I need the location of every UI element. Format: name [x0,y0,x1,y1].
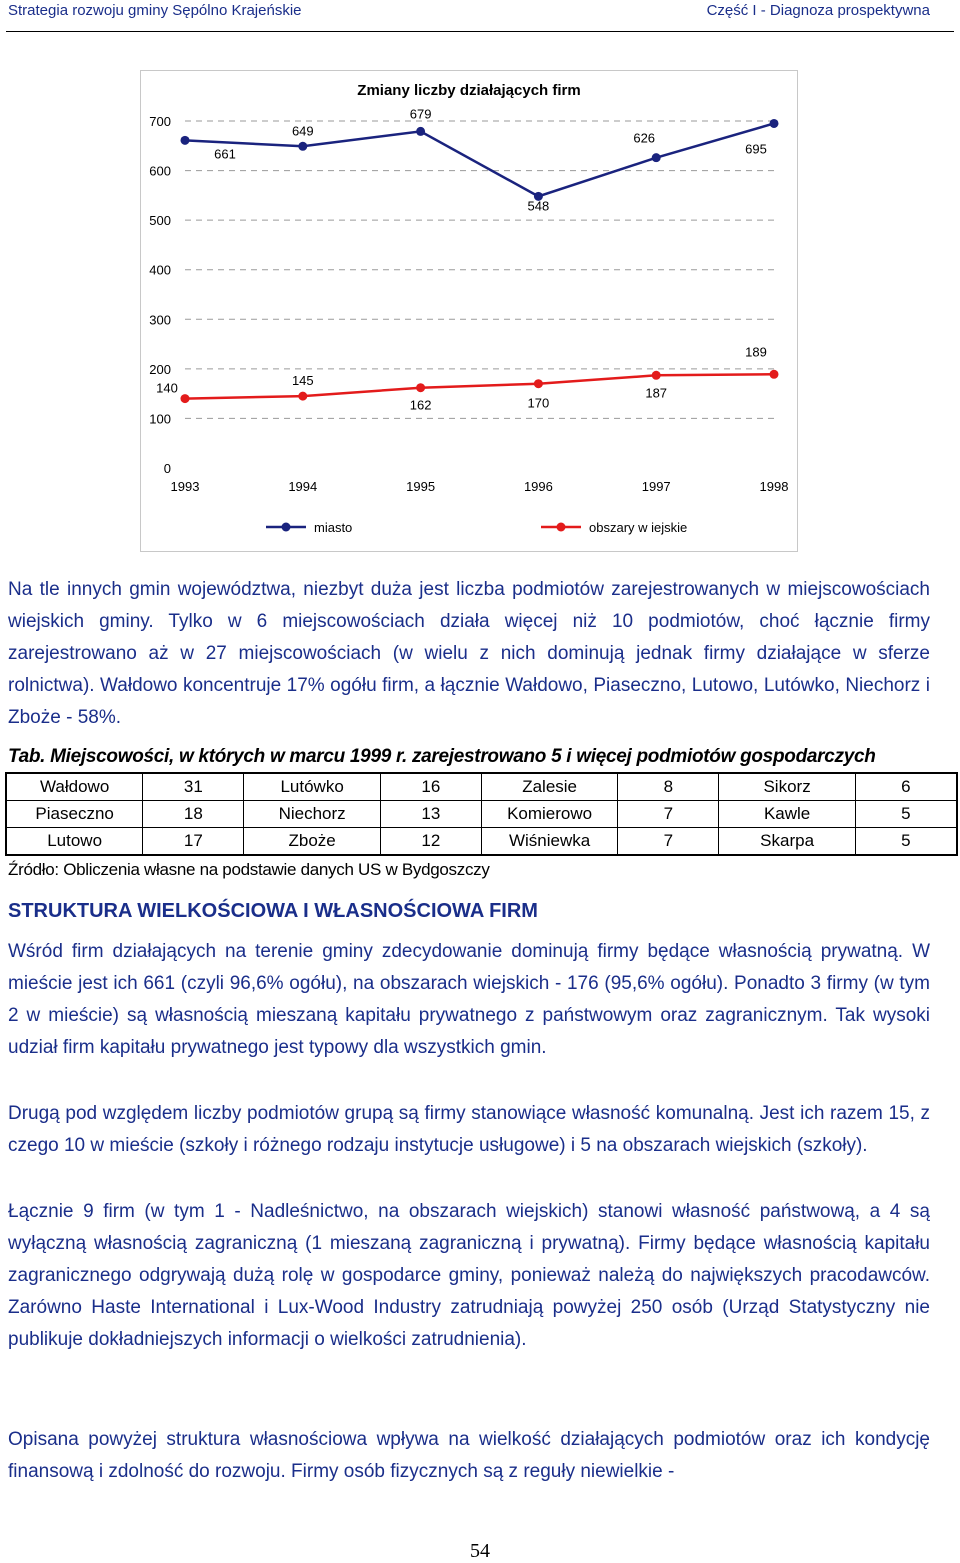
data-point [298,142,307,151]
paragraph-communal-ownership: Drugą pod względem liczby podmiotów grupą są firmy stanowiące własność komunalną. Jest ich razem 15, z czego 10 w mieście (szkoły i różnego rodzaju instytucje usługowe) i 5 na obszarach wiejskich (szkoły). [8,1103,930,1156]
table-cell-count: 5 [855,828,957,856]
page-number: 54 [470,1540,490,1562]
data-point [416,127,425,136]
data-point [298,392,307,401]
table-row [6,773,957,801]
data-label: 626 [633,130,656,146]
x-tick-label: 1993 [170,479,200,494]
data-point [652,153,661,162]
table-cell-place: Komierowo [481,801,617,828]
table-cell-count: 6 [855,773,957,801]
data-label: 162 [409,397,432,413]
chart-title: Zmiany liczby działających firm [357,82,581,99]
y-tick-label: 300 [149,312,171,328]
y-tick-label: 200 [149,361,171,377]
table-cell-count: 12 [380,828,481,856]
data-label: 548 [527,198,550,214]
table-cell-count: 31 [143,773,244,801]
table-row [6,801,957,828]
table-cell-place: Niechorz [244,801,380,828]
series-line-rural [185,374,774,401]
table-cell-place: Zalesie [481,773,617,801]
section-title: STRUKTURA WIELKOŚCIOWA I WŁASNOŚCIOWA FIRM [8,900,538,922]
table-cell-count: 7 [618,801,719,828]
x-tick-label: 1998 [759,479,789,494]
data-point [770,119,779,128]
y-tick-label: 0 [163,461,171,476]
x-tick-label: 1994 [288,479,318,494]
y-tick-label: 400 [149,262,171,278]
data-point [770,370,779,379]
paragraph-structure-effect: Opisana powyżej struktura własnościowa wpływa na wielkość działających podmiotów oraz ich kondycję finansową i zdolność do rozwoju. Firmy osób fizycznych są z reguły niewielkie - [8,1429,930,1482]
data-label: 189 [745,344,767,360]
legend-marker [557,523,566,532]
data-label: 679 [409,106,432,122]
table-cell-place: Skarpa [719,828,855,856]
y-tick-label: 500 [149,213,171,229]
table-cell-place: Kawle [719,801,855,828]
data-point [652,371,661,380]
data-label: 187 [645,385,668,401]
table-cell-place: Lutowo [6,828,143,856]
y-tick-label: 100 [149,411,171,427]
table-source: Źródło: Obliczenia własne na podstawie danych US w Bydgoszczy [8,860,490,879]
paragraph-private-ownership: Wśród firm działających na terenie gminy zdecydowanie dominują firmy będące własnością prywatną. W mieście jest ich 661 (czyli 96,6% ogółu), na obszarach wiejskich - 176 (95,6% ogółu). Ponadto 3 firmy (w tym 2 w mieście) są własnością mieszaną kapitału prywatnego z państwowym oraz zagranicznym. Tak wysoki udział firm kapitału prywatnego jest typowy dla wszystkich gmin. [8,941,930,1058]
table-cell-place: Wiśniewka [481,828,617,856]
data-label: 170 [527,395,550,411]
table-caption: Tab. Miejscowości, w których w marcu 1999 r. zarejestrowano 5 i więcej podmiotów gospodarczych [8,746,876,767]
table-cell-place: Sikorz [719,773,855,801]
header-document-title: Strategia rozwoju gminy Sępólno Krajeńskie [8,2,302,19]
table-cell-count: 13 [380,801,481,828]
table-cell-place: Piaseczno [6,801,143,828]
header-part-title: Część I - Diagnoza prospektywna [706,2,930,19]
y-tick-label: 600 [149,163,171,179]
table-cell-count: 16 [380,773,481,801]
table-cell-count: 5 [855,801,957,828]
x-tick-label: 1997 [641,479,671,494]
data-point [181,136,190,145]
table-cell-place: Zboże [244,828,380,856]
data-point [534,379,543,388]
table-cell-count: 8 [618,773,719,801]
table-cell-count: 17 [143,828,244,856]
paragraph-state-foreign-ownership: Łącznie 9 firm (w tym 1 - Nadleśnictwo, na obszarach wiejskich) stanowi własność państwową, a 4 są wyłączną własnością zagraniczną (1 mieszaną zagraniczną i prywatną). Firmy będące własnością kapitału zagranicznego odgrywają dużą rolę w gospodarce gminy, ponieważ należą do największych pracodawców. Zarówno Haste International i Lux-Wood Industry zatrudniają powyżej 250 osób (Urząd Statystyczny nie publikuje dokładniejszych informacji o wielkości zatrudnienia). [8,1201,930,1350]
data-label: 649 [291,123,314,139]
x-tick-label: 1996 [523,479,553,494]
data-point [181,394,190,403]
series-line-miasto [185,123,774,196]
header-rule [6,31,954,32]
data-label: 140 [156,380,178,396]
y-tick-label: 700 [149,114,171,129]
paragraph-rural-firms: Na tle innych gmin województwa, niezbyt duża jest liczba podmiotów zarejestrowanych w miejscowościach wiejskich gminy. Tylko w 6 miejscowościach działa więcej niż 10 podmiotów, choć łącznie firmy zarejestrowano aż w 27 miejscowościach (w wielu z nich dominują jednak firmy działające w sferze rolnictwa). Wałdowo koncentruje 17% ogółu firm, a łącznie Wałdowo, Piaseczno, Lutowo, Lutówko, Niechorz i Zboże - 58%. [8,579,930,728]
table-cell-place: Wałdowo [6,773,143,801]
legend-marker [282,523,291,532]
data-label: 695 [745,141,767,157]
table-cell-place: Lutówko [244,773,380,801]
table-cell-count: 7 [618,828,719,856]
legend-label: miasto [314,520,353,535]
data-point [416,383,425,392]
data-label: 661 [214,146,236,162]
data-label: 145 [291,373,314,389]
line-chart [140,70,798,552]
page-header [0,0,960,28]
legend-label: obszary w iejskie [589,520,688,535]
locations-table [5,772,958,856]
table-row [6,828,957,856]
table-cell-count: 18 [143,801,244,828]
chart-svg [141,71,797,551]
x-tick-label: 1995 [406,479,436,494]
